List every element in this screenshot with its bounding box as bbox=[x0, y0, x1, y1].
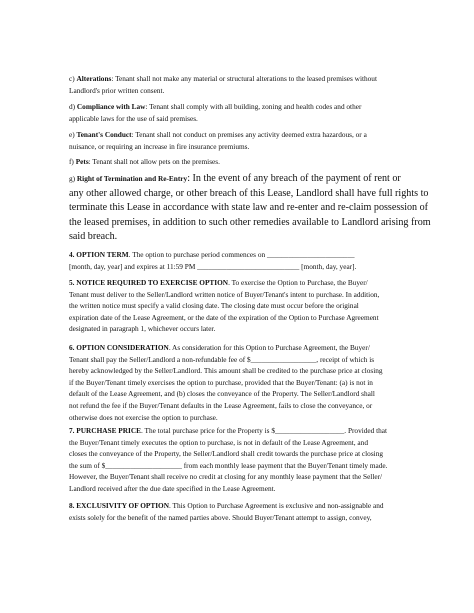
section-5-line-3: the written notice must specify a valid closing date. The closing date must occur before the original bbox=[69, 301, 359, 311]
clause-c-label: c) bbox=[69, 74, 77, 83]
section-4-text: . The option to purchase period commences on ________________________ bbox=[128, 250, 355, 259]
clause-d-line-1 bbox=[69, 101, 361, 113]
section-8-text: . This Option to Purchase Agreement is exclusive and non-assignable and bbox=[169, 501, 384, 510]
clause-g-title: Right of Termination and Re-Entry bbox=[76, 174, 188, 183]
section-6-text: . As consideration for this Option to Purchase Agreement, the Buyer/ bbox=[168, 343, 370, 352]
section-5-line-5: designated in paragraph 1, whichever occurs later. bbox=[69, 324, 216, 334]
section-6-line-6: not refund the fee if the Buyer/Tenant defaults in the Lease Agreement, fails to close the conveyance, or bbox=[69, 400, 373, 410]
clause-g-line-5: said breach. bbox=[69, 231, 118, 243]
section-7-line-6: Landlord received after the due date specified in the Lease Agreement. bbox=[69, 483, 276, 493]
clause-g-text: : In the event of any breach of the payment of rent or bbox=[187, 173, 401, 184]
section-8-title: 8. EXCLUSIVITY OF OPTION bbox=[69, 501, 170, 510]
clause-g-line-1 bbox=[69, 172, 431, 187]
clause-c-alterations bbox=[69, 73, 377, 96]
section-7-line-5: However, the Buyer/Tenant shall receive no credit at closing for any monthly lease payment that the Seller/ bbox=[69, 472, 383, 482]
section-7-line-3: closes the conveyance of the Property, the Seller/Landlord shall credit towards the purchase price at closing bbox=[69, 449, 383, 459]
section-7-purchase-price bbox=[69, 425, 387, 495]
section-6-line-5: default of the Lease Agreement, and (b) closes the conveyance of the Property. The Seller/Landlord shall bbox=[69, 389, 375, 399]
section-4-line-2: [month, day, year] and expires at 11:59 PM ____________________________ [month, day, year]. bbox=[69, 261, 357, 271]
section-6-consideration bbox=[69, 342, 383, 423]
clause-g-line-2: any other allowed charge, or other breach of this Lease, Landlord shall have full rights to bbox=[69, 187, 429, 199]
clause-e-line-2: nuisance, or requiring an increase in fire insurance premiums. bbox=[69, 141, 250, 151]
clause-f-line-1 bbox=[69, 156, 220, 168]
clause-e-title: Tenant's Conduct bbox=[76, 130, 132, 139]
section-7-line-1 bbox=[69, 425, 387, 437]
section-5-line-4: expiration date of the Lease Agreement, or the date of the expiration of the Option to Purchase Agreement bbox=[69, 312, 379, 322]
section-7-text: . The total purchase price for the Property is $___________________. Provided that bbox=[140, 426, 388, 435]
clause-f-title: Pets bbox=[75, 157, 89, 166]
section-4-title: 4. OPTION TERM bbox=[69, 250, 129, 259]
clause-c-title: Alterations bbox=[76, 74, 112, 83]
clause-d-title: Compliance with Law bbox=[76, 102, 146, 111]
clause-e-label: e) bbox=[69, 130, 77, 139]
clause-e-text: : Tenant shall not conduct on premises any activity deemed extra hazardous, or a bbox=[131, 130, 367, 139]
clause-f-text: : Tenant shall not allow pets on the premises. bbox=[88, 157, 220, 166]
section-6-title: 6. OPTION CONSIDERATION bbox=[69, 343, 169, 352]
clause-c-line-2: Landlord's prior written consent. bbox=[69, 85, 165, 95]
clause-d-label: d) bbox=[69, 102, 77, 111]
section-7-title: 7. PURCHASE PRICE bbox=[69, 426, 141, 435]
clause-d-text: : Tenant shall comply with all building, zoning and health codes and other bbox=[145, 102, 362, 111]
section-6-line-7: otherwise does not exercise the option to purchase. bbox=[69, 412, 218, 422]
section-4-option-term bbox=[69, 249, 356, 272]
section-5-line-2: Tenant must deliver to the Seller/Landlord written notice of Buyer/Tenant's intent to purchase. In addition, bbox=[69, 289, 380, 299]
section-6-line-1 bbox=[69, 342, 383, 354]
clause-g-line-3: terminate this Lease in accordance with state law and re-enter and re-claim possession of bbox=[69, 202, 429, 214]
clause-g-line-4: the leased premises, in addition to such other remedies available to Landlord arising from bbox=[69, 216, 431, 228]
clause-g-label: g) bbox=[69, 174, 77, 183]
section-8-line-2: exists solely for the benefit of the named parties above. Should Buyer/Tenant attempt to assign, convey, bbox=[69, 512, 372, 522]
clause-d-line-2: applicable laws for the use of said premises. bbox=[69, 113, 198, 123]
section-6-line-2: Tenant shall pay the Seller/Landlord a non-refundable fee of $__________________, receipt of which is bbox=[69, 354, 375, 364]
section-5-line-1 bbox=[69, 277, 379, 289]
clause-f-label: f) bbox=[69, 157, 76, 166]
clause-g-termination bbox=[69, 172, 431, 245]
clause-c-text: : Tenant shall not make any material or structural alterations to the leased premises without bbox=[111, 74, 377, 83]
section-6-line-4: if the Buyer/Tenant timely exercises the option to purchase, provided that the Buyer/Tenant: (a) is not in bbox=[69, 377, 373, 387]
section-7-line-4: the sum of $_____________________ from each monthly lease payment that the Buyer/Tenant timely made. bbox=[69, 460, 388, 470]
section-5-text: . To exercise the Option to Purchase, the Buyer/ bbox=[228, 278, 368, 287]
section-7-line-2: the Buyer/Tenant timely executes the option to purchase, is not in default of the Lease Agreement, and bbox=[69, 437, 368, 447]
clause-e-conduct bbox=[69, 129, 367, 152]
section-6-line-3: hereby acknowledged by the Seller/Landlord. This amount shall be credited to the purchase price at closing bbox=[69, 366, 383, 376]
section-5-title: 5. NOTICE REQUIRED TO EXERCISE OPTION bbox=[69, 278, 229, 287]
clause-d-compliance bbox=[69, 101, 361, 124]
clause-c-line-1 bbox=[69, 73, 377, 85]
clause-f-pets bbox=[69, 156, 220, 168]
section-4-line-1 bbox=[69, 249, 356, 261]
clause-e-line-1 bbox=[69, 129, 367, 141]
section-8-line-1 bbox=[69, 500, 384, 512]
section-8-exclusivity bbox=[69, 500, 384, 523]
section-5-notice bbox=[69, 277, 379, 335]
